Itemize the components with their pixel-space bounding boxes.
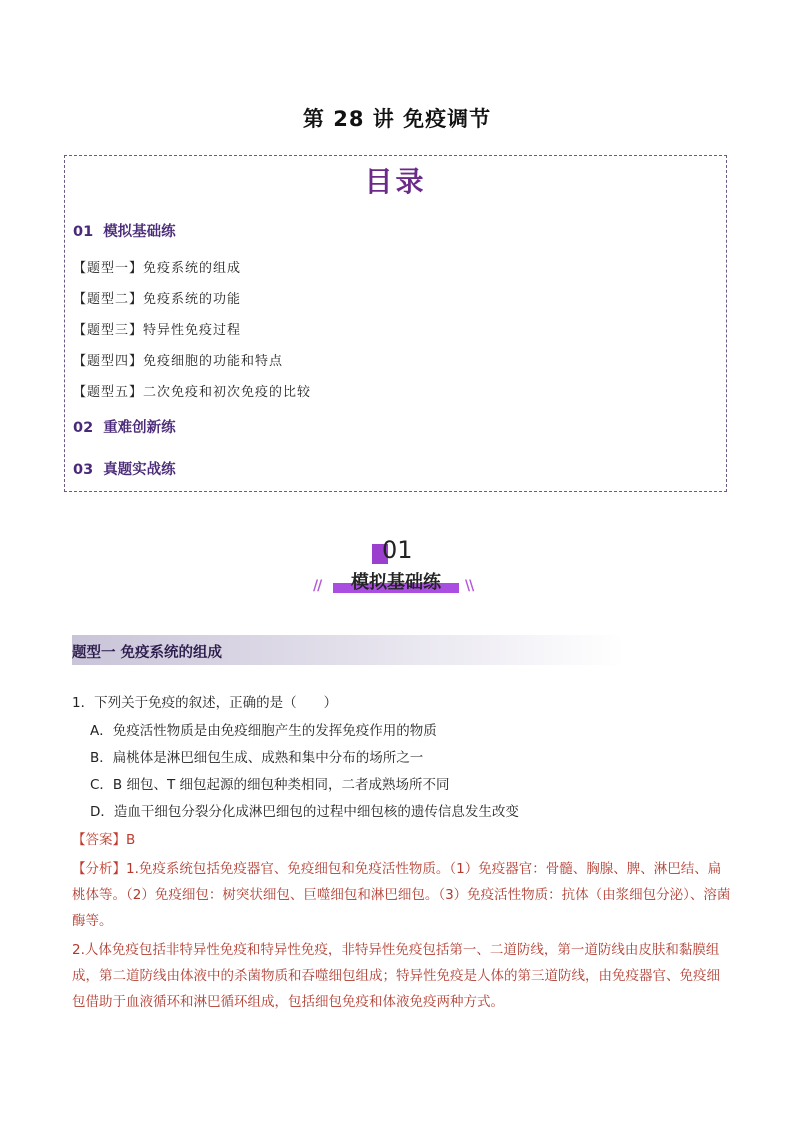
toc-item-5[interactable]: 【题型五】二次免疫和初次免疫的比较	[73, 385, 312, 400]
analysis-paragraph-2: 2.人体免疫包括非特异性免疫和特异性免疫，非特异性免疫包括第一、二道防线，第一道防线由皮肤和黏膜组成，第二道防线由体液中的杀菌物质和吞噬细包组成；特异性免疫是人体的第三道防线，由免疫器官、免疫细包借助于血液循环和淋巴循环组成，包括细包免疫和体液免疫两种方式。	[72, 942, 720, 1010]
table-of-contents	[64, 155, 727, 492]
option-b: B．扁桃体是淋巴细包生成、成熟和集中分布的场所之一	[90, 750, 424, 766]
toc-section-label: 模拟基础练	[103, 224, 176, 240]
section-number: 01	[382, 536, 413, 564]
toc-section-number: 01	[73, 224, 94, 240]
document-title: 第 28 讲 免疫调节	[302, 107, 492, 131]
toc-item-1[interactable]: 【题型一】免疫系统的组成	[73, 261, 242, 276]
analysis-text-1: 1.免疫系统包括免疫器官、免疫细包和免疫活性物质。（1）免疫器官：骨髓、胸腺、脾、淋巴结、扁桃体等。（2）免疫细包：树突状细包、巨噬细包和淋巴细包。（3）免疫活性物质：抗体（由浆细包分泌）、溶菌酶等。	[72, 861, 731, 929]
toc-section-number: 02	[73, 420, 94, 436]
right-slash-decoration: \\	[465, 578, 474, 594]
toc-section-2[interactable]	[73, 416, 176, 437]
answer-line	[72, 827, 732, 853]
toc-heading: 目录	[364, 165, 427, 198]
left-slash-decoration: //	[313, 578, 322, 594]
toc-item-2[interactable]: 【题型二】免疫系统的功能	[73, 292, 242, 307]
analysis-paragraph-1	[72, 856, 732, 934]
question-stem: 1．下列关于免疫的叙述，正确的是（ ）	[72, 695, 338, 711]
toc-section-number: 03	[73, 462, 94, 478]
section-title: 模拟基础练	[351, 572, 441, 593]
option-d: D．造血干细包分裂分化成淋巴细包的过程中细包核的遗传信息发生改变	[90, 804, 519, 820]
answer-tag: 【答案】	[72, 832, 126, 848]
toc-item-3[interactable]: 【题型三】特异性免疫过程	[73, 323, 242, 338]
option-a: A．免疫活性物质是由免疫细胞产生的发挥免疫作用的物质	[90, 723, 437, 739]
toc-section-label: 真题实战练	[103, 462, 176, 478]
option-c: C．B 细包、T 细包起源的细包种类相同，二者成熟场所不同	[90, 777, 450, 793]
toc-item-4[interactable]: 【题型四】免疫细胞的功能和特点	[73, 354, 284, 369]
answer-value: B	[126, 832, 136, 848]
question-type-label: 题型一 免疫系统的组成	[72, 645, 223, 661]
analysis-tag: 【分析】	[72, 861, 126, 877]
toc-section-1[interactable]	[73, 220, 176, 241]
toc-section-label: 重难创新练	[103, 420, 176, 436]
toc-section-3[interactable]	[73, 458, 176, 479]
